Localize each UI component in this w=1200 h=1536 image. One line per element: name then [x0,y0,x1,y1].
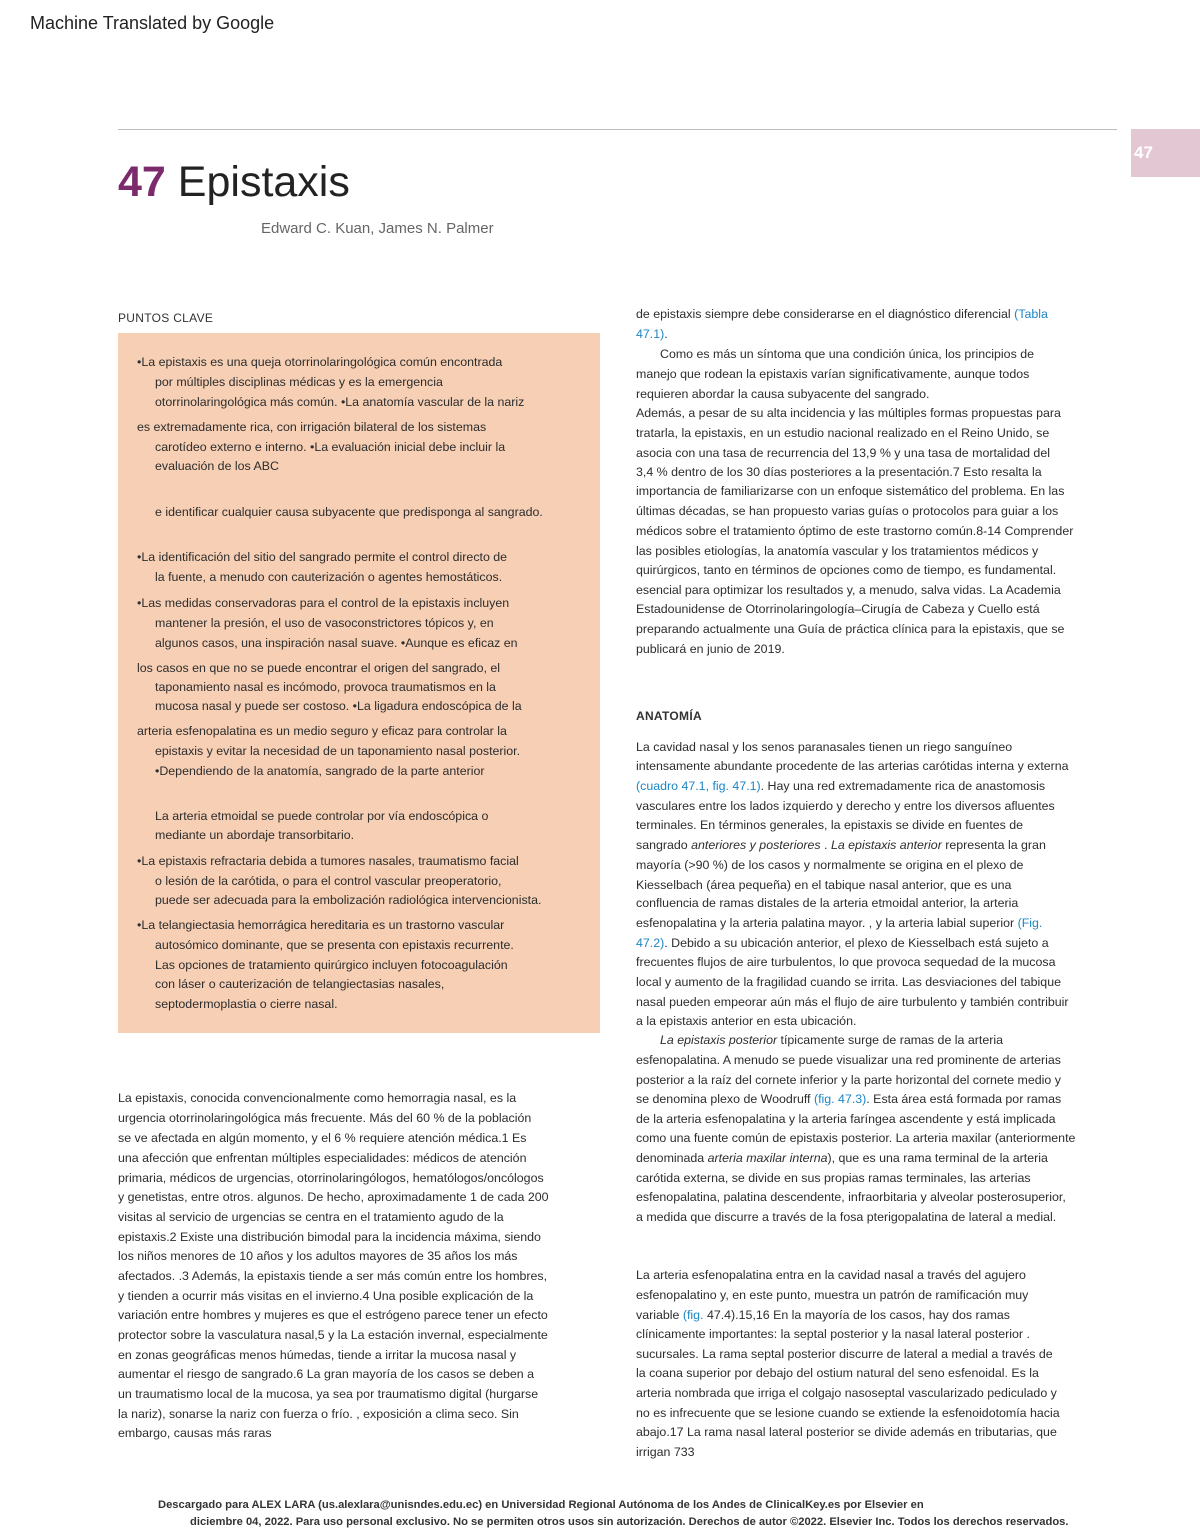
body-line: a medida que discurre a través de la fosa pterigopalatina de lateral a medial. [636,1210,1057,1224]
body-line: como una fuente común de epistaxis posterior. La arteria maxilar (anteriormente [636,1131,1076,1145]
footer-line: diciembre 04, 2022. Para uso personal exclusivo. No se permiten otros usos sin autorización. Derechos de autor ©2022. Elsevier Inc. Todos los derechos reservados. [190,1516,1069,1528]
chapter-title-text: Epistaxis [177,158,350,206]
body-line: esencial para optimizar los resultados y, a menudo, salva vidas. La Academia [636,583,1061,597]
body-text: 47.4).15,16 En la mayoría de los casos, hay dos ramas [703,1308,1010,1322]
key-point-line: autosómico dominante, que se presenta con epistaxis recurrente. [155,938,514,952]
anatomy-heading: ANATOMÍA [636,709,702,723]
body-line: preparando actualmente una Guía de práctica clínica para la epistaxis, que se [636,622,1065,636]
table-link[interactable]: 47.1) [636,327,665,341]
body-line: La epistaxis, conocida convencionalmente como hemorragia nasal, es la [118,1091,517,1105]
body-line: requieren abordar la causa subyacente del sangrado. [636,387,930,401]
authors: Edward C. Kuan, James N. Palmer [261,220,494,237]
body-text: . [820,838,831,852]
body-line [636,836,1046,856]
body-text-italic: La epistaxis posterior [660,1033,778,1047]
body-text: típicamente surge de ramas de la arteria [777,1033,1003,1047]
translation-banner: Machine Translated by Google [30,13,275,33]
body-text: . Esta área está formada por ramas [866,1092,1062,1106]
key-point-line: puede ser adecuada para la embolización radiológica intervencionista. [155,893,542,907]
key-point-line: evaluación de los ABC [155,459,279,473]
body-line: intensamente abundante procedente de las arterias carótidas interna y externa [636,759,1069,773]
figure-link[interactable]: 47.2) [636,936,665,950]
body-text: esfenopalatina y la arteria palatina mayor. , y la arteria labial superior [636,916,1018,930]
body-line: mayoría (>90 %) de los casos y normalmente se origina en el plexo de [636,858,1024,872]
key-point-line: mantener la presión, el uso de vasoconstrictores tópicos y, en [155,616,494,630]
body-line [636,305,1048,325]
body-line: quirúrgicos, tanto en términos de opciones como de tiempo, es fundamental. [636,563,1057,577]
body-text-italic: La epistaxis anterior [830,838,942,852]
body-line: terminales. En términos generales, la epistaxis se divide en fuentes de [636,818,1024,832]
body-line: esfenopalatino y, en este punto, muestra un patrón de ramificación muy [636,1288,1029,1302]
figure-link[interactable]: (fig. 47.3) [813,1092,867,1106]
key-point-line: •La epistaxis refractaria debida a tumores nasales, traumatismo facial [137,854,519,868]
body-line: Estadounidense de Otorrinolaringología–Cirugía de Cabeza y Cuello está [636,602,1040,616]
chapter-tab-number: 47 [1134,143,1153,162]
key-point-line: otorrinolaringológica más común. •La anatomía vascular de la nariz [155,395,525,409]
body-line: clínicamente importantes: la septal posterior y la nasal lateral posterior . [636,1327,1030,1341]
body-line: tratarla, la epistaxis, en un estudio nacional realizado en el Reino Unido, se [636,426,1050,440]
body-text: ), que es una rama terminal de la arteria [827,1151,1048,1165]
body-line: la nariz), sonarse la nariz con fuerza o frío. , exposición a clima seco. Sin [118,1407,519,1421]
body-line: visitas al servicio de urgencias se centra en el tratamiento agudo de la [118,1210,504,1224]
body-line: esfenopalatina, palatina descendente, infraorbitaria y alveolar posterosuperior, [636,1190,1066,1204]
body-text: sangrado [636,838,692,852]
body-line: y tienden a ocurrir más visitas en el invierno.4 Una posible explicación de la [118,1289,534,1303]
body-text: denominada [636,1151,708,1165]
body-line: se ve afectada en algún momento, y el 6 % requiere atención médica.1 Es [118,1131,527,1145]
key-point-line: mediante un abordaje transorbitario. [155,828,355,842]
body-text: se denomina plexo de Woodruff [636,1092,814,1106]
key-point-line: e identificar cualquier causa subyacente que predisponga al sangrado. [155,505,543,519]
key-point-line: o lesión de la carótida, o para el control vascular preoperatorio, [155,874,502,888]
body-line: médicos sobre el tratamiento óptimo de este trastorno común.8-14 Comprender [636,524,1074,538]
body-line: importancia de familiarizarse con un enfoque sistemático del problema. En las [636,484,1065,498]
body-line: sucursales. La rama septal posterior discurre de lateral a medial a través de [636,1347,1053,1361]
key-point-line: taponamiento nasal es incómodo, provoca traumatismos en la [155,680,496,694]
body-line: La cavidad nasal y los senos paranasales tienen un riego sanguíneo [636,740,1013,754]
body-line: esfenopalatina. A menudo se puede visualizar una red prominente de arterias [636,1053,1062,1067]
body-line: vasculares entre los lados izquierdo y derecho y entre los diversos afluentes [636,799,1055,813]
body-text-italic: anteriores y posteriores [691,838,821,852]
body-line: afectados. .3 Además, la epistaxis tiende a ser más común entre los hombres, [118,1269,548,1283]
body-line: protector sobre la vasculatura nasal,5 y la La estación invernal, especialmente [118,1328,548,1342]
body-line: local y aumento de la fragilidad cuando se irrita. Las desviaciones del tabique [636,975,1061,989]
body-line: arteria nombrada que irriga el colgajo nasoseptal vascularizado pediculado y [636,1386,1057,1400]
body-line: 3,4 % dentro de los 30 días posteriores a la presentación.7 Esto resalta la [636,465,1042,479]
key-point-line: La arteria etmoidal se puede controlar por vía endoscópica o [155,809,489,823]
chapter-number: 47 [118,158,166,206]
key-point-line: septodermoplastia o cierre nasal. [155,997,338,1011]
body-line: epistaxis.2 Existe una distribución bimodal para la incidencia máxima, siendo [118,1230,541,1244]
body-line: Kiesselbach (área pequeña) en el tabique nasal anterior, que es una [636,878,1012,892]
key-point-line: algunos casos, una inspiración nasal suave. •Aunque es eficaz en [155,636,518,650]
body-line [636,777,1045,797]
key-points-heading: PUNTOS CLAVE [118,311,214,325]
body-line: y genetistas, entre otros. algunos. De hecho, aproximadamente 1 de cada 200 [118,1190,549,1204]
figure-link[interactable]: (cuadro 47.1, fig. 47.1) [636,779,761,793]
key-point-line: •La epistaxis es una queja otorrinolaringológica común encontrada [137,355,503,369]
table-link[interactable]: (Tabla [1014,307,1048,321]
body-text: representa la gran [941,838,1046,852]
key-point-line: mucosa nasal y puede ser costoso. •La ligadura endoscópica de la [155,699,522,713]
body-line: publicará en junio de 2019. [636,642,785,656]
chapter-tab [1131,129,1200,177]
key-point-line: los casos en que no se puede encontrar el origen del sangrado, el [137,661,501,675]
body-text: de epistaxis siempre debe considerarse en el diagnóstico diferencial [636,307,1015,321]
key-point-line: es extremadamente rica, con irrigación bilateral de los sistemas [137,420,487,434]
body-line [636,934,1049,954]
body-line: irrigan 733 [636,1445,695,1459]
body-line: un traumatismo local de la mucosa, ya sea por traumatismo digital (hurgarse [118,1387,539,1401]
body-text: . [664,327,668,341]
body-line [660,1031,1003,1051]
body-line: posterior a la raíz del cornete inferior y la parte horizontal del cornete medio y [636,1073,1061,1087]
body-line: abajo.17 La rama nasal lateral posterior se divide además en tributarias, que [636,1425,1057,1439]
body-line: urgencia otorrinolaringológica más frecuente. Más del 60 % de la población [118,1111,532,1125]
body-line: de la arteria esfenopalatina y la arteria faríngea ascendente y está implicada [636,1112,1056,1126]
key-point-line: arteria esfenopalatina es un medio seguro y eficaz para controlar la [137,724,507,738]
body-text: variable [636,1308,683,1322]
body-line: confluencia de ramas distales de la arteria etmoidal anterior, la arteria [636,896,1019,910]
key-point-line: con láser o cauterización de telangiectasias nasales, [155,977,445,991]
key-point-line: •La identificación del sitio del sangrado permite el control directo de [137,550,508,564]
body-text: . Hay una red extremadamente rica de anastomosis [760,779,1046,793]
body-line [636,1090,1061,1110]
body-line: los niños menores de 10 años y los adultos mayores de 35 años los más [118,1249,518,1263]
chapter-title [118,158,350,207]
body-line: nasal pueden empeorar aún más el flujo de aire turbulento y también contribuir [636,995,1069,1009]
header-rule [118,129,1117,130]
body-line: la coana superior por debajo del ostium natural del seno esfenoidal. Es la [636,1366,1039,1380]
body-line: Además, a pesar de su alta incidencia y las múltiples formas propuestas para [636,406,1061,420]
body-line: en zonas geográficas menos húmedas, tiende a irritar la mucosa nasal y [118,1348,517,1362]
body-line: primaria, médicos de urgencias, otorrinolaringólogos, hematólogos/oncólogos [118,1171,544,1185]
key-point-line: •La telangiectasia hemorrágica hereditaria es un trastorno vascular [137,918,505,932]
body-line: manejo que rodean la epistaxis varían significativamente, aunque todos [636,367,1030,381]
figure-link[interactable]: (Fig. [1017,916,1043,930]
key-point-line: la fuente, a menudo con cauterización o agentes hemostáticos. [155,570,503,584]
key-point-line: •Dependiendo de la anatomía, sangrado de la parte anterior [155,764,485,778]
body-line: frecuentes flujos de aire turbulentos, lo que provoca sequedad de la mucosa [636,955,1056,969]
body-line: últimas décadas, se han propuesto varias guías o protocolos para guiar a los [636,504,1059,518]
body-line: una afección que enfrentan múltiples especialidades: médicos de atención [118,1151,527,1165]
body-line [636,1306,1010,1326]
body-line [636,325,668,345]
body-line: La arteria esfenopalatina entra en la cavidad nasal a través del agujero [636,1268,1026,1282]
body-line: Como es más un síntoma que una condición única, los principios de [660,347,1034,361]
body-line: las posibles etiologías, la anatomía vascular y los tratamientos médicos y [636,544,1039,558]
body-text: . Debido a su ubicación anterior, el plexo de Kiesselbach está sujeto a [664,936,1049,950]
body-line: embargo, causas más raras [118,1426,272,1440]
body-line: no es infrecuente que se lesione cuando se extiende la esfenoidotomía hacia [636,1406,1060,1420]
key-point-line: Las opciones de tratamiento quirúrgico incluyen fotocoagulación [155,958,508,972]
body-line: carótida externa, se divide en sus propias ramas terminales, las arterias [636,1171,1031,1185]
body-line: variación entre hombres y mujeres es que el estrógeno parece tener un efecto [118,1308,548,1322]
key-point-line: epistaxis y evitar la necesidad de un taponamiento nasal posterior. [155,744,521,758]
footer-line: Descargado para ALEX LARA (us.alexlara@unisndes.edu.ec) en Universidad Regional Autónoma de los Andes de ClinicalKey.es por Elsevier en [158,1499,924,1511]
figure-link[interactable]: (fig. [682,1308,704,1322]
key-point-line: •Las medidas conservadoras para el control de la epistaxis incluyen [137,596,510,610]
body-line: asocia con una tasa de recurrencia del 13,9 % y una tasa de mortalidad del [636,446,1050,460]
body-line: a la epistaxis anterior en esta ubicación. [636,1014,857,1028]
body-line: aumentar el riesgo de sangrado.6 La gran mayoría de los casos se deben a [118,1367,535,1381]
body-line [636,1149,1048,1169]
key-point-line: carotídeo externo e interno. •La evaluación inicial debe incluir la [155,440,506,454]
key-point-line: por múltiples disciplinas médicas y es la emergencia [155,375,443,389]
body-line [636,914,1042,934]
body-text-italic: arteria maxilar interna [707,1151,828,1165]
